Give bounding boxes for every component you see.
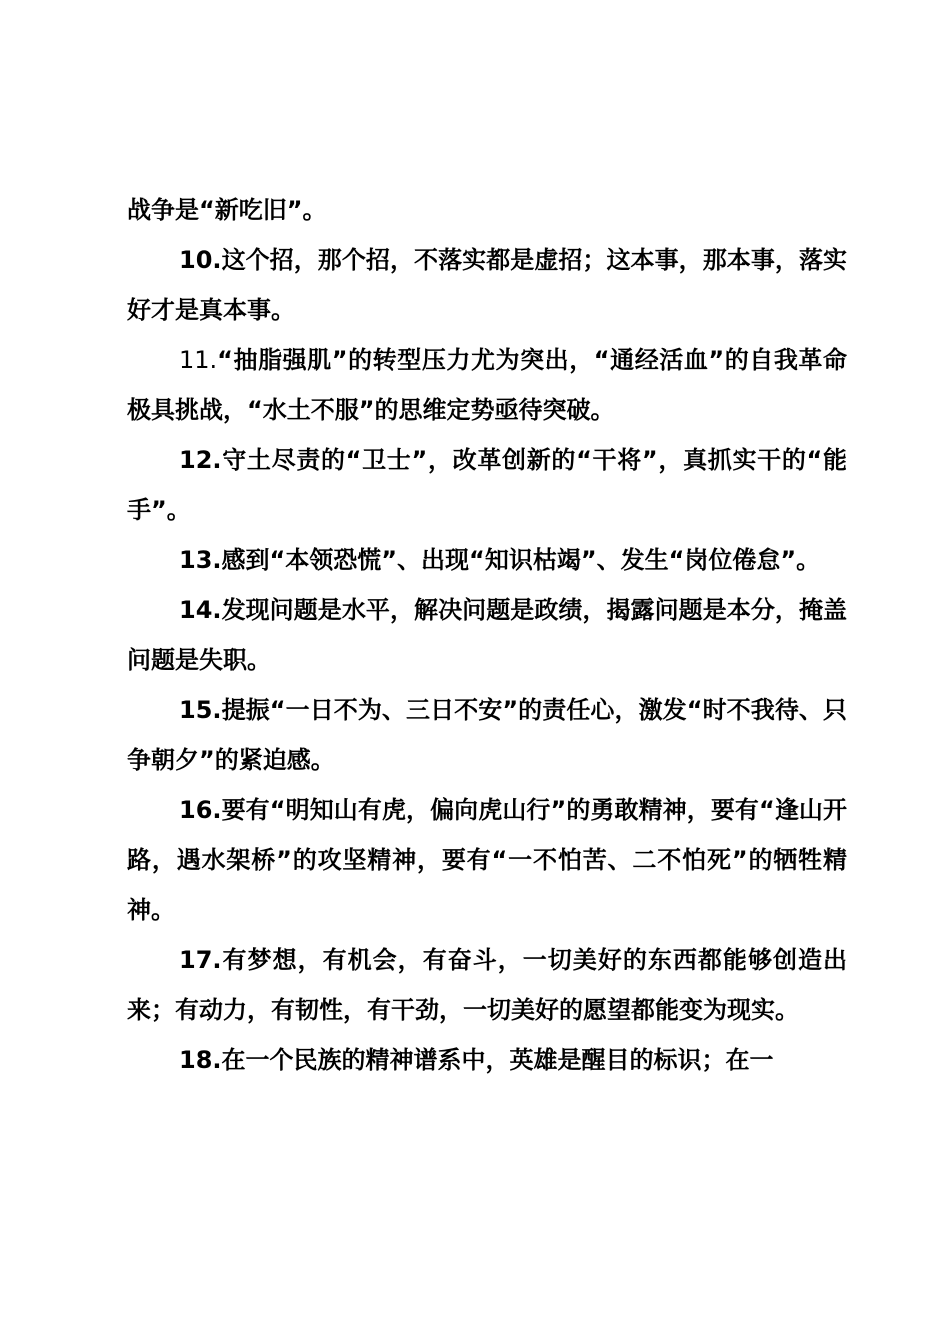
paragraph-text: 要有“明知山有虎，偏向虎山行”的勇敢精神，要有“逢山开路，遇水架桥”的攻坚精神，要有“一不怕苦、二不怕死”的牺牲精神。: [127, 796, 847, 924]
paragraph-number: 16.: [179, 796, 222, 824]
paragraph-13: [127, 535, 847, 585]
paragraph-number: 11.: [179, 346, 218, 374]
paragraph-text: 战争是“新吃旧”。: [127, 196, 327, 224]
paragraph-18: [127, 1035, 847, 1085]
paragraph-text: “抽脂强肌”的转型压力尤为突出，“通经活血”的自我革命极具挑战，“水土不服”的思维定势亟待突破。: [127, 346, 847, 424]
paragraph-text: 有梦想，有机会，有奋斗，一切美好的东西都能够创造出来；有动力，有韧性，有干劲，一切美好的愿望都能变为现实。: [127, 946, 847, 1024]
paragraph-11: [127, 335, 847, 435]
paragraph-continued: [127, 185, 847, 235]
paragraph-10: [127, 235, 847, 335]
paragraph-text: 发现问题是水平，解决问题是政绩，揭露问题是本分，掩盖问题是失职。: [127, 596, 847, 674]
paragraph-number: 18.: [179, 1046, 222, 1074]
paragraph-number: 10.: [179, 246, 222, 274]
paragraph-number: 13.: [179, 546, 222, 574]
paragraph-17: [127, 935, 847, 1035]
paragraph-number: 12.: [179, 446, 222, 474]
paragraph-14: [127, 585, 847, 685]
paragraph-text: 这个招，那个招，不落实都是虚招；这本事，那本事，落实好才是真本事。: [127, 246, 847, 324]
paragraph-number: 15.: [179, 696, 222, 724]
paragraph-number: 17.: [179, 946, 222, 974]
paragraph-16: [127, 785, 847, 935]
paragraph-15: [127, 685, 847, 785]
paragraph-text: 提振“一日不为、三日不安”的责任心，激发“时不我待、只争朝夕”的紧迫感。: [127, 696, 847, 774]
document-body: [127, 185, 847, 1085]
paragraph-text: 在一个民族的精神谱系中，英雄是醒目的标识；在一: [221, 1046, 774, 1074]
paragraph-text: 守土尽责的“卫士”，改革创新的“干将”，真抓实干的“能手”。: [127, 446, 847, 524]
paragraph-number: 14.: [179, 596, 222, 624]
paragraph-12: [127, 435, 847, 535]
paragraph-text: 感到“本领恐慌”、出现“知识枯竭”、发生“岗位倦怠”。: [221, 546, 821, 574]
